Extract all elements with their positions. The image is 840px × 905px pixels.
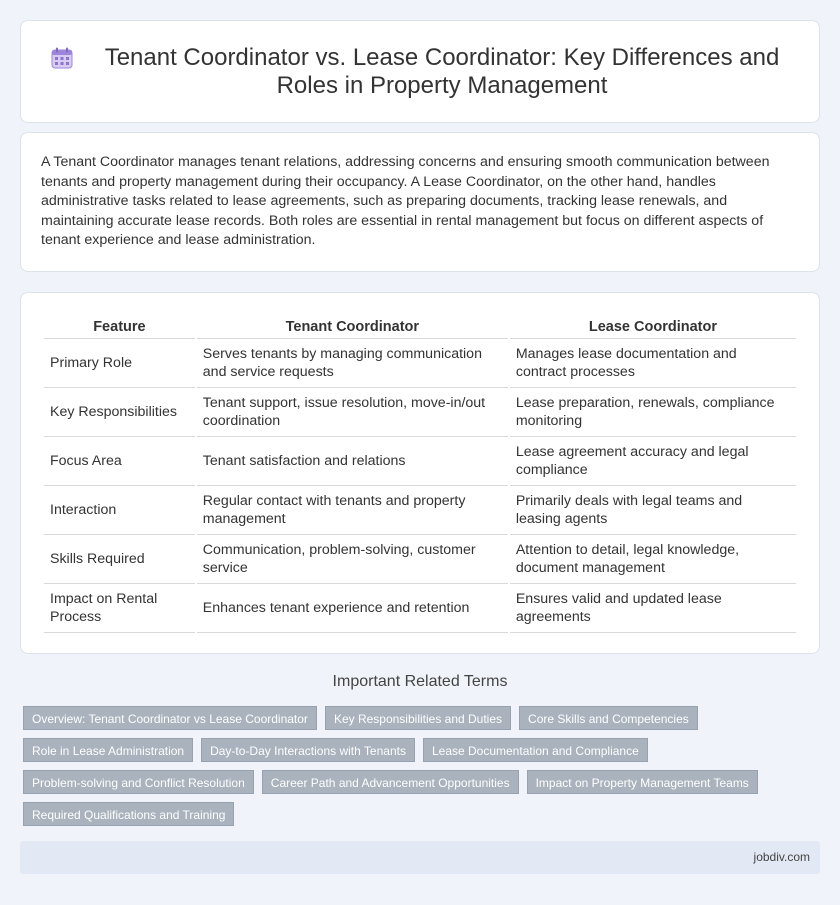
column-header-feature: Feature bbox=[44, 313, 195, 339]
related-term-tag[interactable]: Lease Documentation and Compliance bbox=[423, 738, 648, 762]
table-cell-tenant: Enhances tenant experience and retention bbox=[197, 584, 508, 633]
comparison-card bbox=[20, 292, 820, 654]
table-row bbox=[44, 388, 796, 437]
related-term-tag[interactable]: Key Responsibilities and Duties bbox=[325, 706, 511, 730]
related-term-tag[interactable]: Core Skills and Competencies bbox=[519, 706, 698, 730]
related-term-tag[interactable]: Role in Lease Administration bbox=[23, 738, 193, 762]
related-term-tag[interactable]: Day-to-Day Interactions with Tenants bbox=[201, 738, 415, 762]
table-row bbox=[44, 437, 796, 486]
related-terms-heading: Important Related Terms bbox=[332, 673, 508, 690]
table-cell-tenant: Regular contact with tenants and property management bbox=[197, 486, 508, 535]
table-cell-lease: Lease agreement accuracy and legal compliance bbox=[510, 437, 796, 486]
table-cell-lease: Attention to detail, legal knowledge, document management bbox=[510, 535, 796, 584]
intro-card bbox=[20, 132, 820, 272]
footer bbox=[20, 841, 820, 874]
comparison-table bbox=[42, 313, 798, 633]
table-cell-feature: Interaction bbox=[44, 486, 195, 535]
column-header-lease-coordinator: Lease Coordinator bbox=[510, 313, 796, 339]
table-cell-lease: Manages lease documentation and contract processes bbox=[510, 339, 796, 388]
table-cell-feature: Impact on Rental Process bbox=[44, 584, 195, 633]
table-row bbox=[44, 486, 796, 535]
table-cell-feature: Key Responsibilities bbox=[44, 388, 195, 437]
related-term-tag[interactable]: Problem-solving and Conflict Resolution bbox=[23, 770, 254, 794]
table-cell-tenant: Communication, problem-solving, customer service bbox=[197, 535, 508, 584]
table-row bbox=[44, 339, 796, 388]
related-terms-list bbox=[23, 706, 813, 826]
table-cell-lease: Ensures valid and updated lease agreements bbox=[510, 584, 796, 633]
table-cell-tenant: Tenant support, issue resolution, move-in/out coordination bbox=[197, 388, 508, 437]
related-term-tag[interactable]: Impact on Property Management Teams bbox=[527, 770, 758, 794]
table-row bbox=[44, 584, 796, 633]
table-row bbox=[44, 535, 796, 584]
column-header-tenant-coordinator: Tenant Coordinator bbox=[197, 313, 508, 339]
related-term-tag[interactable]: Overview: Tenant Coordinator vs Lease Coordinator bbox=[23, 706, 317, 730]
page-title: Tenant Coordinator vs. Lease Coordinator: Key Differences and Roles in Property Management bbox=[104, 43, 780, 99]
table-header-row bbox=[44, 313, 796, 339]
table-cell-lease: Primarily deals with legal teams and leasing agents bbox=[510, 486, 796, 535]
related-term-tag[interactable]: Career Path and Advancement Opportunities bbox=[262, 770, 519, 794]
related-term-tag[interactable]: Required Qualifications and Training bbox=[23, 802, 234, 826]
table-cell-feature: Focus Area bbox=[44, 437, 195, 486]
table-cell-feature: Skills Required bbox=[44, 535, 195, 584]
footer-site-link[interactable]: jobdiv.com bbox=[753, 850, 810, 864]
calendar-icon bbox=[51, 47, 73, 69]
title-wrap bbox=[21, 21, 819, 122]
table-cell-lease: Lease preparation, renewals, compliance monitoring bbox=[510, 388, 796, 437]
table-cell-tenant: Serves tenants by managing communication and service requests bbox=[197, 339, 508, 388]
table-cell-feature: Primary Role bbox=[44, 339, 195, 388]
table-cell-tenant: Tenant satisfaction and relations bbox=[197, 437, 508, 486]
header-card bbox=[20, 20, 820, 123]
intro-text: A Tenant Coordinator manages tenant relations, addressing concerns and ensuring smooth communication between tenants and property management during their occupancy. A Lease Coordinator, on the other hand, handles administrative tasks related to lease agreements, such as preparing documents, tracking lease renewals, and maintaining accurate lease records. Both roles are essential in rental management but focus on different aspects of tenant experience and lease administration. bbox=[41, 154, 770, 249]
